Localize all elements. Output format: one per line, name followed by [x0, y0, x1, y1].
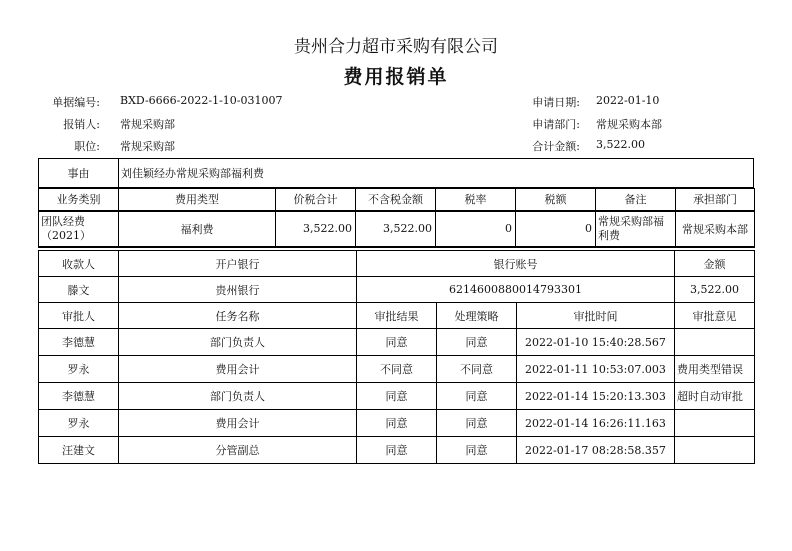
approval-strategy: 同意 [437, 410, 517, 437]
table-row [39, 356, 755, 383]
task-name: 费用会计 [119, 410, 357, 437]
payee-bank: 贵州银行 [119, 277, 357, 303]
expense-header: 价税合计 [276, 189, 356, 211]
approval-result: 不同意 [357, 356, 437, 383]
table-row [39, 437, 755, 464]
approval-header: 审批结果 [357, 303, 437, 329]
table-row [39, 329, 755, 356]
approval-header: 审批意见 [675, 303, 755, 329]
approval-time: 2022-01-10 15:40:28.567 [517, 329, 675, 356]
approval-header: 处理策略 [437, 303, 517, 329]
total-value: 3,522.00 [596, 138, 645, 151]
expense-net: 3,522.00 [356, 211, 436, 247]
task-name: 费用会计 [119, 356, 357, 383]
approval-strategy: 同意 [437, 329, 517, 356]
approval-time: 2022-01-11 10:53:07.003 [517, 356, 675, 383]
expense-header: 税额 [516, 189, 596, 211]
doc-no-value: BXD-6666-2022-1-10-031007 [120, 94, 283, 107]
expense-remark: 常规采购部福利费 [596, 211, 676, 247]
total-label: 合计金额: [532, 140, 580, 153]
approver: 罗永 [39, 356, 119, 383]
approver: 李德慧 [39, 329, 119, 356]
approval-result: 同意 [357, 329, 437, 356]
approval-opinion [675, 410, 755, 437]
expense-header: 备注 [596, 189, 676, 211]
reimburser-label: 报销人: [63, 118, 100, 131]
expense-header: 不含税金额 [356, 189, 436, 211]
approval-table [38, 250, 755, 464]
expense-table [38, 188, 755, 248]
task-name: 部门负责人 [119, 329, 357, 356]
approval-opinion: 费用类型错误 [675, 356, 755, 383]
approval-result: 同意 [357, 383, 437, 410]
form-title: 费用报销单 [343, 66, 449, 88]
expense-dept: 常规采购本部 [676, 211, 755, 247]
approval-result: 同意 [357, 410, 437, 437]
expense-type: 福利费 [119, 211, 276, 247]
expense-category: 团队经费（2021） [39, 211, 119, 247]
payee-header: 金额 [675, 251, 755, 277]
payee-header: 银行账号 [357, 251, 675, 277]
expense-header: 税率 [436, 189, 516, 211]
approval-opinion [675, 329, 755, 356]
approver: 李德慧 [39, 383, 119, 410]
approval-header: 审批人 [39, 303, 119, 329]
expense-gross: 3,522.00 [276, 211, 356, 247]
doc-no-label: 单据编号: [52, 96, 100, 109]
company-name: 贵州合力超市采购有限公司 [294, 37, 498, 57]
approval-time: 2022-01-14 15:20:13.303 [517, 383, 675, 410]
table-row [39, 410, 755, 437]
reimburser-value: 常规采购部 [120, 118, 175, 131]
task-name: 分管副总 [119, 437, 357, 464]
expense-header: 费用类型 [119, 189, 276, 211]
matter-table [38, 158, 754, 189]
approval-header: 任务名称 [119, 303, 357, 329]
expense-header: 业务类别 [39, 189, 119, 211]
apply-date-label: 申请日期: [532, 96, 580, 109]
approver: 汪建文 [39, 437, 119, 464]
matter-value: 刘佳颖经办常规采购部福利费 [119, 159, 754, 188]
expense-header: 承担部门 [676, 189, 755, 211]
payee-name: 滕文 [39, 277, 119, 303]
payee-header: 收款人 [39, 251, 119, 277]
payee-account: 6214600880014793301 [357, 277, 675, 303]
position-label: 职位: [74, 140, 100, 153]
approval-header: 审批时间 [517, 303, 675, 329]
payee-header: 开户银行 [119, 251, 357, 277]
approval-result: 同意 [357, 437, 437, 464]
payee-amount: 3,522.00 [675, 277, 755, 303]
approval-time: 2022-01-14 16:26:11.163 [517, 410, 675, 437]
expense-tax: 0 [516, 211, 596, 247]
approval-opinion: 超时自动审批 [675, 383, 755, 410]
approval-time: 2022-01-17 08:28:58.357 [517, 437, 675, 464]
expense-tax-rate: 0 [436, 211, 516, 247]
approval-strategy: 同意 [437, 437, 517, 464]
task-name: 部门负责人 [119, 383, 357, 410]
apply-dept-value: 常规采购本部 [596, 118, 662, 131]
apply-dept-label: 申请部门: [532, 118, 580, 131]
approval-opinion [675, 437, 755, 464]
approval-strategy: 同意 [437, 383, 517, 410]
approver: 罗永 [39, 410, 119, 437]
approval-strategy: 不同意 [437, 356, 517, 383]
matter-label: 事由 [39, 159, 119, 188]
table-row [39, 383, 755, 410]
position-value: 常规采购部 [120, 140, 175, 153]
apply-date-value: 2022-01-10 [596, 94, 660, 107]
